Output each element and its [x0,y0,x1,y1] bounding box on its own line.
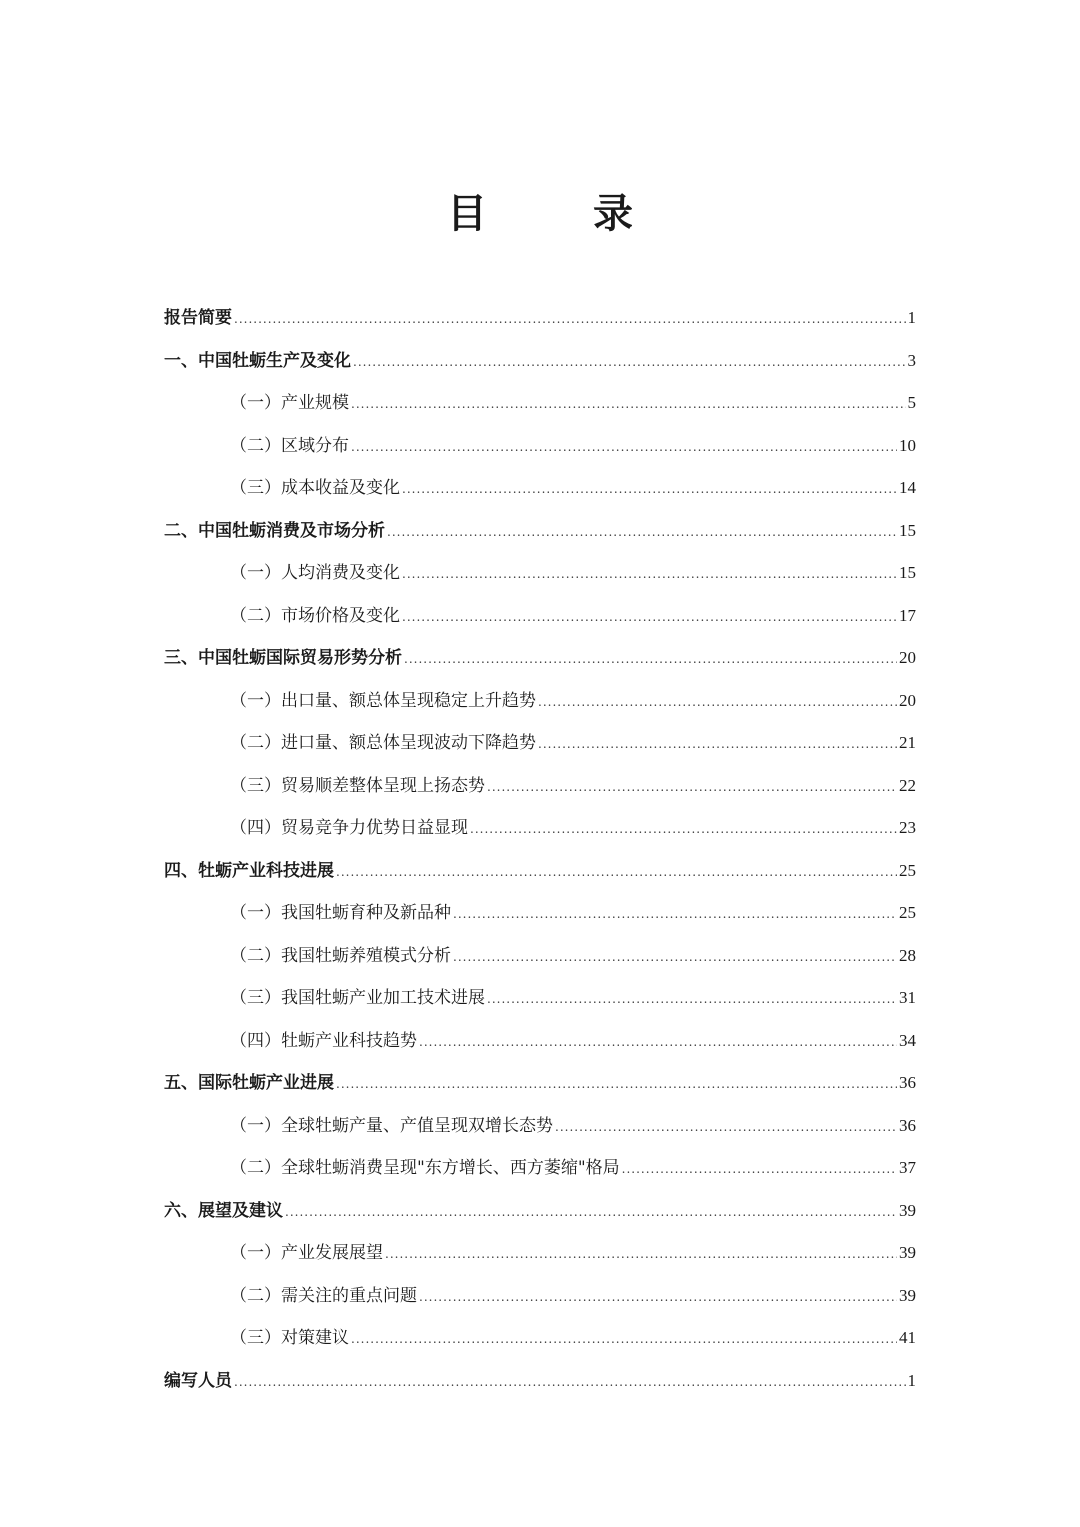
toc-dot-leader [336,1066,897,1102]
toc-entry-label: （二）我国牡蛎养殖模式分析 [230,945,451,966]
toc-page-number: 25 [899,860,916,880]
toc-page-number: 1 [907,308,916,327]
toc-entry-label: （二）需关注的重点问题 [230,1285,417,1306]
toc-page-number: 31 [899,988,916,1007]
toc-entry-label: 报告简要 [164,308,232,328]
toc-page-number: 3 [907,350,916,370]
toc-entry-label: （二）区域分布 [230,435,349,456]
toc-entry-label: （三）成本收益及变化 [230,478,400,498]
toc-section-entry[interactable] [164,895,916,938]
toc-dot-leader [402,556,897,592]
toc-entry-label: 编写人员 [164,1370,232,1391]
toc-chapter-entry[interactable] [164,343,916,386]
toc-entry-label: 二、中国牡蛎消费及市场分析 [164,520,385,541]
toc-entry-label: （四）贸易竞争力优势日益显现 [230,818,468,838]
toc-chapter-entry[interactable] [164,513,916,556]
toc-chapter-entry[interactable] [164,1193,916,1236]
toc-page-number: 20 [899,690,916,710]
toc-dot-leader [351,429,897,465]
toc-entry-label: （三）贸易顺差整体呈现上扬态势 [230,775,485,796]
toc-page-number: 36 [899,1073,916,1092]
toc-dot-leader [453,896,897,932]
toc-entry-label: （一）产业规模 [230,393,349,413]
toc-page-number: 28 [899,945,916,965]
toc-dot-leader [351,386,906,422]
toc-page-number: 20 [899,648,916,667]
toc-entry-label: （三）我国牡蛎产业加工技术进展 [230,988,485,1008]
toc-dot-leader [402,471,897,507]
toc-section-entry[interactable] [164,428,916,471]
toc-dot-leader [234,301,906,337]
toc-page-number: 39 [899,1285,916,1305]
toc-section-entry[interactable] [164,938,916,981]
toc-dot-leader [351,1321,897,1357]
toc-dot-leader [487,981,897,1017]
toc-page-number: 15 [899,520,916,540]
toc-entry-label: （一）全球牡蛎产量、产值呈现双增长态势 [230,1115,553,1136]
toc-page-number: 5 [907,393,916,412]
toc-entry-label: 五、国际牡蛎产业进展 [164,1073,334,1093]
toc-section-entry[interactable] [164,1023,916,1066]
toc-page-number: 14 [899,478,916,497]
toc-page-number: 34 [899,1030,916,1050]
toc-dot-leader [234,1364,906,1400]
toc-chapter-entry[interactable] [164,640,916,683]
toc-dot-leader [538,726,897,762]
toc-entry-label: 三、中国牡蛎国际贸易形势分析 [164,648,402,668]
toc-page-number: 39 [899,1243,916,1262]
toc-entry-label: （一）我国牡蛎育种及新品种 [230,903,451,923]
toc-page-number: 23 [899,818,916,837]
toc-section-entry[interactable] [164,1235,916,1278]
toc-dot-leader [404,641,897,677]
toc-section-entry[interactable] [164,555,916,598]
toc-dot-leader [402,599,897,635]
toc-chapter-entry[interactable] [164,1065,916,1108]
toc-page-number: 15 [899,563,916,582]
toc-entry-label: （一）出口量、额总体呈现稳定上升趋势 [230,690,536,711]
toc-page-number: 10 [899,435,916,455]
toc-entry-label: （三）对策建议 [230,1328,349,1348]
toc-dot-leader [622,1151,897,1187]
toc-page-number: 37 [899,1158,916,1177]
toc-entry-label: （二）全球牡蛎消费呈现"东方增长、西方萎缩"格局 [230,1158,620,1178]
toc-section-entry[interactable] [164,385,916,428]
toc-dot-leader [285,1194,897,1230]
toc-chapter-entry[interactable] [164,1363,916,1406]
toc-chapter-entry[interactable] [164,853,916,896]
toc-page-number: 39 [899,1200,916,1220]
toc-dot-leader [387,514,897,550]
toc-dot-leader [555,1109,897,1145]
toc-dot-leader [487,769,897,805]
toc-page-number: 17 [899,605,916,625]
toc-dot-leader [470,811,897,847]
toc-dot-leader [419,1024,897,1060]
toc-dot-leader [385,1236,897,1272]
toc-page-number: 41 [899,1328,916,1347]
toc-entry-label: （二）市场价格及变化 [230,605,400,626]
toc-section-entry[interactable] [164,768,916,811]
toc-page-number: 25 [899,903,916,922]
toc-page-number: 36 [899,1115,916,1135]
toc-entry-label: 一、中国牡蛎生产及变化 [164,350,351,371]
toc-chapter-entry[interactable] [164,300,916,343]
toc-dot-leader [538,684,897,720]
table-of-contents [164,300,916,1405]
toc-section-entry[interactable] [164,725,916,768]
toc-dot-leader [453,939,897,975]
toc-section-entry[interactable] [164,810,916,853]
page-title: 目 录 [447,191,679,237]
toc-entry-label: 四、牡蛎产业科技进展 [164,860,334,881]
toc-section-entry[interactable] [164,470,916,513]
toc-entry-label: （一）人均消费及变化 [230,563,400,583]
toc-entry-label: （一）产业发展展望 [230,1243,383,1263]
toc-section-entry[interactable] [164,1150,916,1193]
toc-dot-leader [336,854,897,890]
toc-section-entry[interactable] [164,598,916,641]
toc-section-entry[interactable] [164,1278,916,1321]
toc-dot-leader [419,1279,897,1315]
toc-section-entry[interactable] [164,980,916,1023]
toc-entry-label: （二）进口量、额总体呈现波动下降趋势 [230,733,536,753]
toc-section-entry[interactable] [164,1108,916,1151]
toc-section-entry[interactable] [164,1320,916,1363]
toc-page-number: 21 [899,733,916,752]
toc-entry-label: 六、展望及建议 [164,1200,283,1221]
toc-entry-label: （四）牡蛎产业科技趋势 [230,1030,417,1051]
toc-section-entry[interactable] [164,683,916,726]
toc-page-number: 22 [899,775,916,795]
toc-page-number: 1 [907,1370,916,1390]
toc-dot-leader [353,344,906,380]
